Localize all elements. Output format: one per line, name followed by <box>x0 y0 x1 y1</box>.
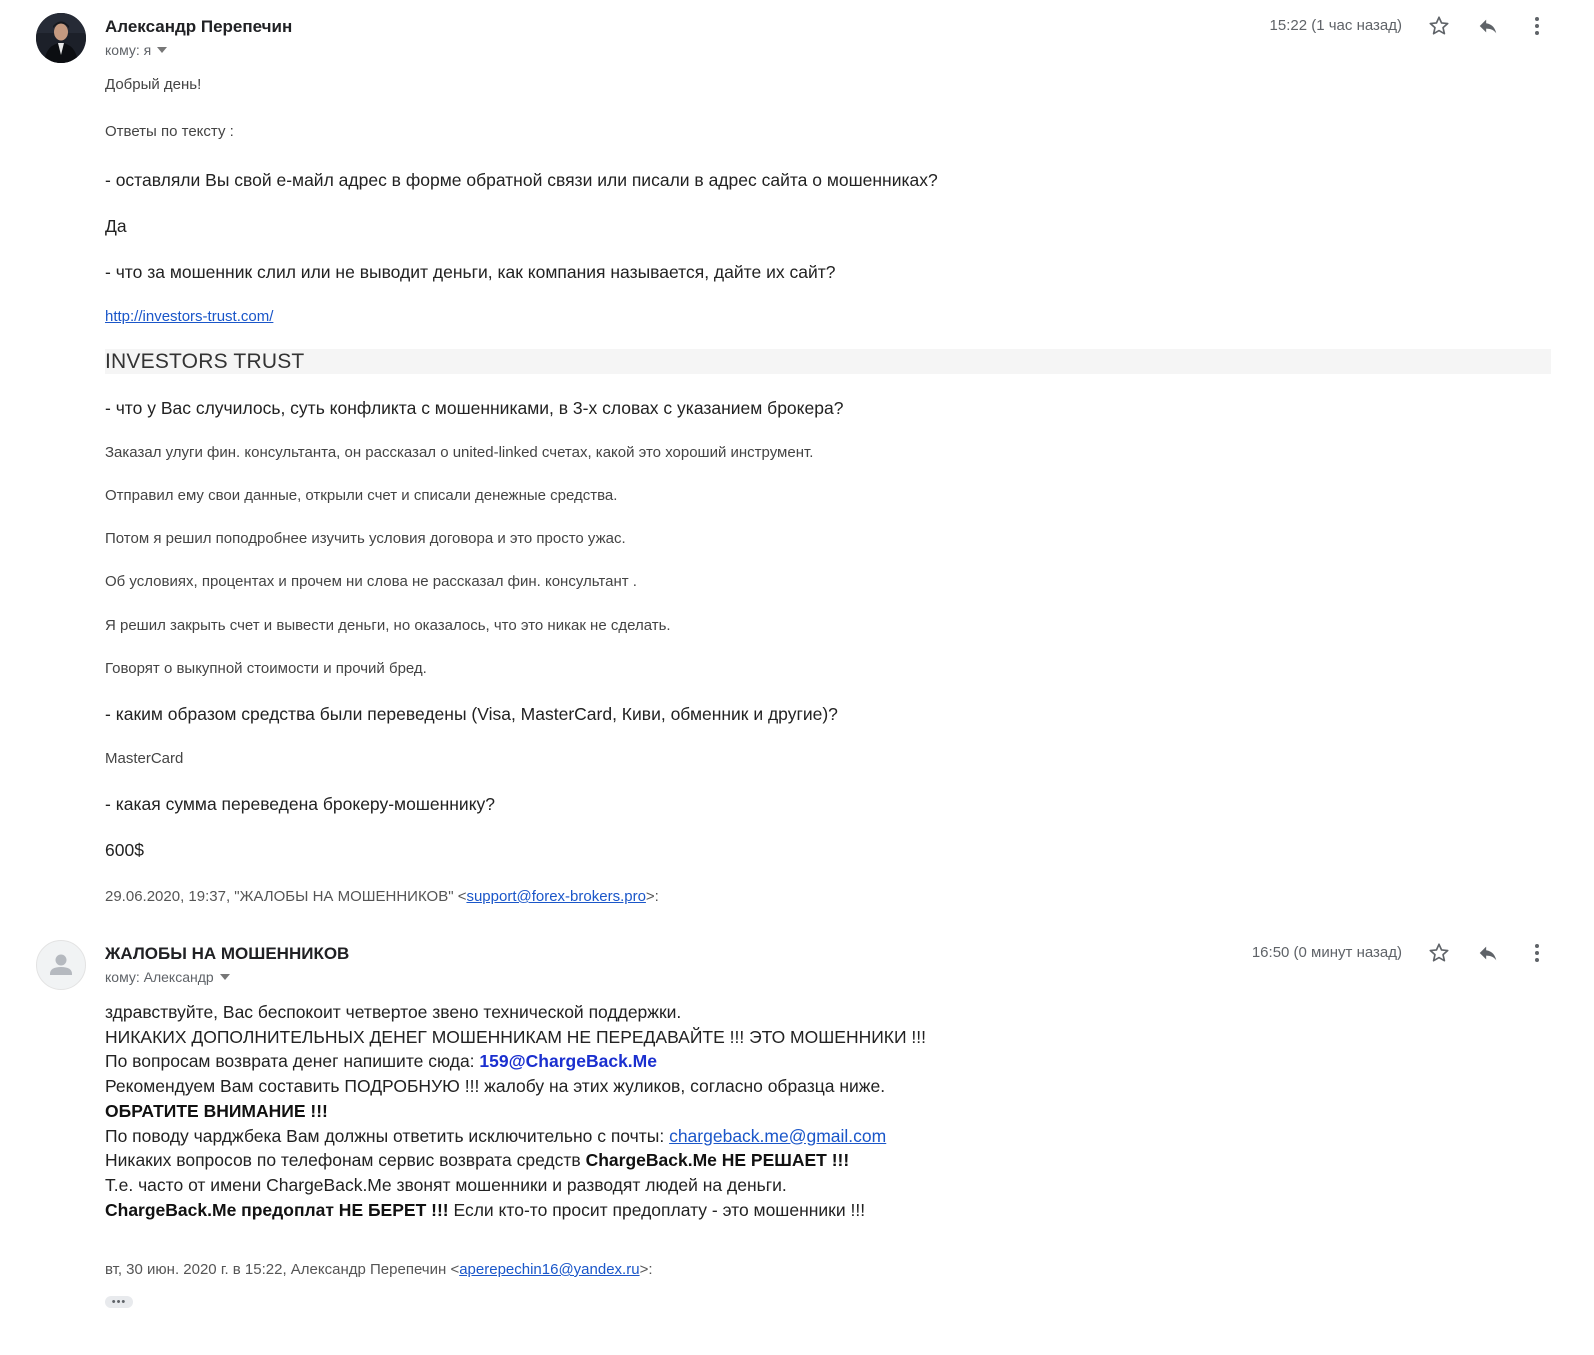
quoted-header-suffix: >: <box>639 1261 653 1278</box>
sender-avatar[interactable] <box>36 13 86 63</box>
message-body <box>105 0 1555 920</box>
body-line <box>105 1124 1555 1149</box>
sender-name: ЖАЛОБЫ НА МОШЕННИКОВ <box>105 944 350 963</box>
answer-3-line: Говорят о выкупной стоимости и прочий бред. <box>105 660 427 677</box>
person-icon <box>37 941 85 989</box>
reply-icon <box>1477 942 1499 964</box>
chargeback-email[interactable]: 159@ChargeBack.Me <box>479 1051 657 1072</box>
body-line-text: Если кто-то просит предоплату - это мошенники !!! <box>448 1199 866 1220</box>
body-line <box>105 1148 1555 1173</box>
quoted-header-prefix: 29.06.2020, 19:37, "ЖАЛОБЫ НА МОШЕННИКОВ" < <box>105 888 467 905</box>
sender-name: Александр Перепечин <box>105 17 293 36</box>
answer-4: MasterCard <box>105 750 184 767</box>
message-body <box>105 1000 1555 1222</box>
body-line <box>105 1049 1555 1074</box>
caret-down-icon[interactable] <box>220 974 230 980</box>
message-2 <box>0 920 1594 1355</box>
body-line-text: Никаких вопросов по телефонам сервис возврата средств <box>105 1150 586 1171</box>
quoted-header <box>105 1261 653 1278</box>
attention-line: ОБРАТИТЕ ВНИМАНИЕ !!! <box>105 1100 328 1121</box>
question-3: - что у Вас случилось, суть конфликта с мошенниками, в 3-х словах с указанием брокера? <box>105 398 844 418</box>
message-time: 16:50 (0 минут назад) <box>1251 944 1402 961</box>
answers-intro: Ответы по тексту : <box>105 123 234 140</box>
quoted-email-link[interactable]: aperepechin16@yandex.ru <box>459 1261 640 1278</box>
question-2: - что за мошенник слил или не выводит деньги, как компания называется, дайте их сайт? <box>105 262 836 282</box>
body-line-text: По поводу чарджбека Вам должны ответить исключительно с почты: <box>105 1125 670 1146</box>
gmail-email-link[interactable]: chargeback.me@gmail.com <box>669 1125 887 1146</box>
recipient-label: кому: я <box>105 42 152 58</box>
quoted-email-link[interactable]: support@forex-brokers.pro <box>466 888 646 905</box>
body-line <box>105 1198 1555 1223</box>
body-line-bold: ChargeBack.Me предоплат НЕ БЕРЕТ !!! <box>105 1199 449 1220</box>
quoted-header <box>105 888 659 905</box>
question-5: - какая сумма переведена брокеру-мошеннику? <box>105 794 496 814</box>
more-vertical-icon <box>1534 943 1540 963</box>
question-4: - каким образом средства были переведены (Visa, MasterCard, Киви, обменник и другие)? <box>105 704 838 724</box>
body-line: здравствуйте, Вас беспокоит четвертое звено технической поддержки. <box>105 1002 682 1022</box>
answer-5: 600$ <box>105 840 144 860</box>
question-1: - оставляли Вы свой е-майл адрес в форме обратной связи или писали в адрес сайта о мошенниках? <box>105 170 938 190</box>
answer-3-line: Я решил закрыть счет и вывести деньги, но оказалось, что это никак не сделать. <box>105 617 671 634</box>
more-options-button[interactable] <box>1522 938 1552 968</box>
greeting: Добрый день! <box>105 76 202 93</box>
heading-band <box>105 349 1551 374</box>
recipient-label: кому: Александр <box>105 969 214 985</box>
body-line-text: По вопросам возврата денег напишите сюда: <box>105 1051 480 1072</box>
sender-avatar[interactable] <box>36 940 86 990</box>
quoted-header-prefix: вт, 30 июн. 2020 г. в 15:22, Александр Перепечин < <box>105 1261 460 1278</box>
star-button[interactable] <box>1424 938 1454 968</box>
answer-3-line: Отправил ему свои данные, открыли счет и списали денежные средства. <box>105 487 618 504</box>
answer-2-link[interactable]: http://investors-trust.com/ <box>105 308 274 325</box>
body-line: НИКАКИХ ДОПОЛНИТЕЛЬНЫХ ДЕНЕГ МОШЕННИКАМ НЕ ПЕРЕДАВАЙТЕ !!! ЭТО МОШЕННИКИ !!! <box>105 1026 927 1047</box>
quoted-header-suffix: >: <box>645 888 659 905</box>
message-time: 15:22 (1 час назад) <box>1269 17 1402 34</box>
body-line: Т.е. часто от имени ChargeBack.Me звонят мошенники и разводят людей на деньги. <box>105 1174 787 1195</box>
star-icon <box>1428 942 1450 964</box>
reply-button[interactable] <box>1473 938 1503 968</box>
body-line-bold: ChargeBack.Me НЕ РЕШАЕТ !!! <box>585 1150 850 1171</box>
answer-3-line: Заказал улуги фин. консультанта, он рассказал о united-linked счетах, какой это хороший инструмент. <box>105 444 814 461</box>
avatar-photo-icon <box>36 13 86 63</box>
body-line: Рекомендуем Вам составить ПОДРОБНУЮ !!! жалобу на этих жуликов, согласно образца ниже. <box>105 1076 886 1097</box>
show-trimmed-content-button[interactable]: ••• <box>105 1296 133 1308</box>
answer-3-line: Потом я решил поподробнее изучить условия договора и это просто ужас. <box>105 530 626 547</box>
answer-3-line: Об условиях, процентах и прочем ни слова не рассказал фин. консультант . <box>105 573 637 590</box>
answer-2-heading: INVESTORS TRUST <box>105 350 305 373</box>
answer-1: Да <box>105 216 127 236</box>
recipient-line[interactable] <box>105 969 230 985</box>
